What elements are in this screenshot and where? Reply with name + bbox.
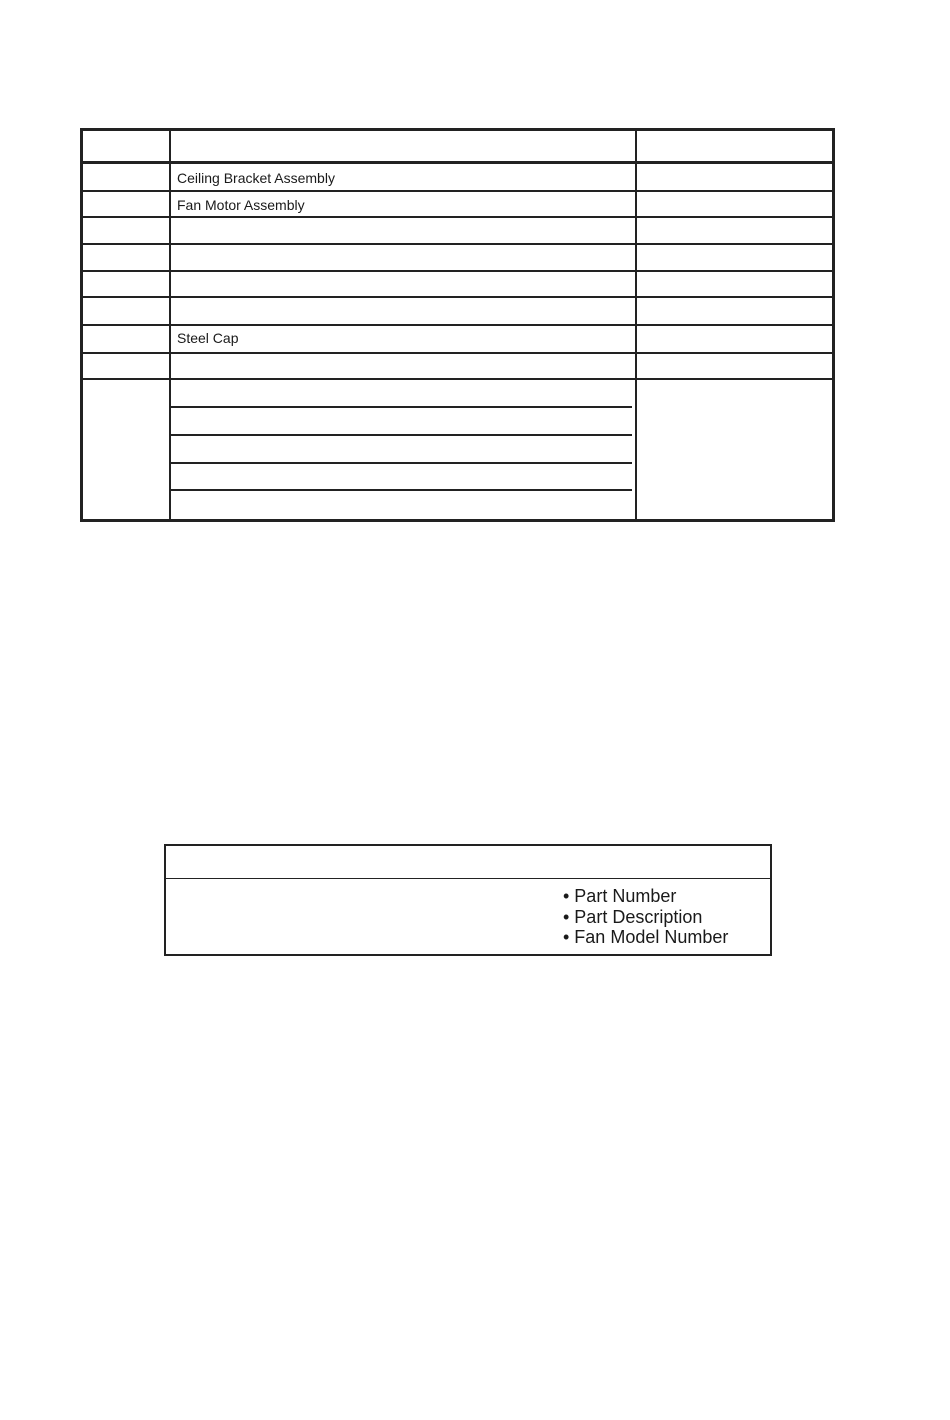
row-divider: [83, 190, 832, 192]
list-item: • Part Description: [563, 906, 703, 927]
ordering-info-divider: [166, 878, 770, 879]
part-description-cell: Steel Cap: [177, 330, 239, 346]
part-description-cell: Fan Motor Assembly: [177, 197, 305, 213]
ordering-info-box: [164, 844, 772, 956]
row-divider: [83, 352, 832, 354]
row-divider: [83, 243, 832, 245]
row-divider: [83, 216, 832, 218]
header-row-divider: [83, 161, 832, 164]
sub-row-divider: [169, 489, 632, 491]
sub-row-divider: [169, 406, 632, 408]
ordering-info-list: [563, 886, 728, 948]
list-item: • Part Number: [563, 886, 677, 906]
sub-row-divider: [169, 434, 632, 436]
list-item: • Fan Model Number: [563, 927, 729, 947]
sub-row-divider: [169, 462, 632, 464]
row-divider: [83, 378, 832, 380]
row-divider: [83, 270, 832, 272]
parts-table: [80, 128, 835, 522]
part-description-cell: Ceiling Bracket Assembly: [177, 170, 335, 186]
row-divider: [83, 324, 832, 326]
row-divider: [83, 296, 832, 298]
